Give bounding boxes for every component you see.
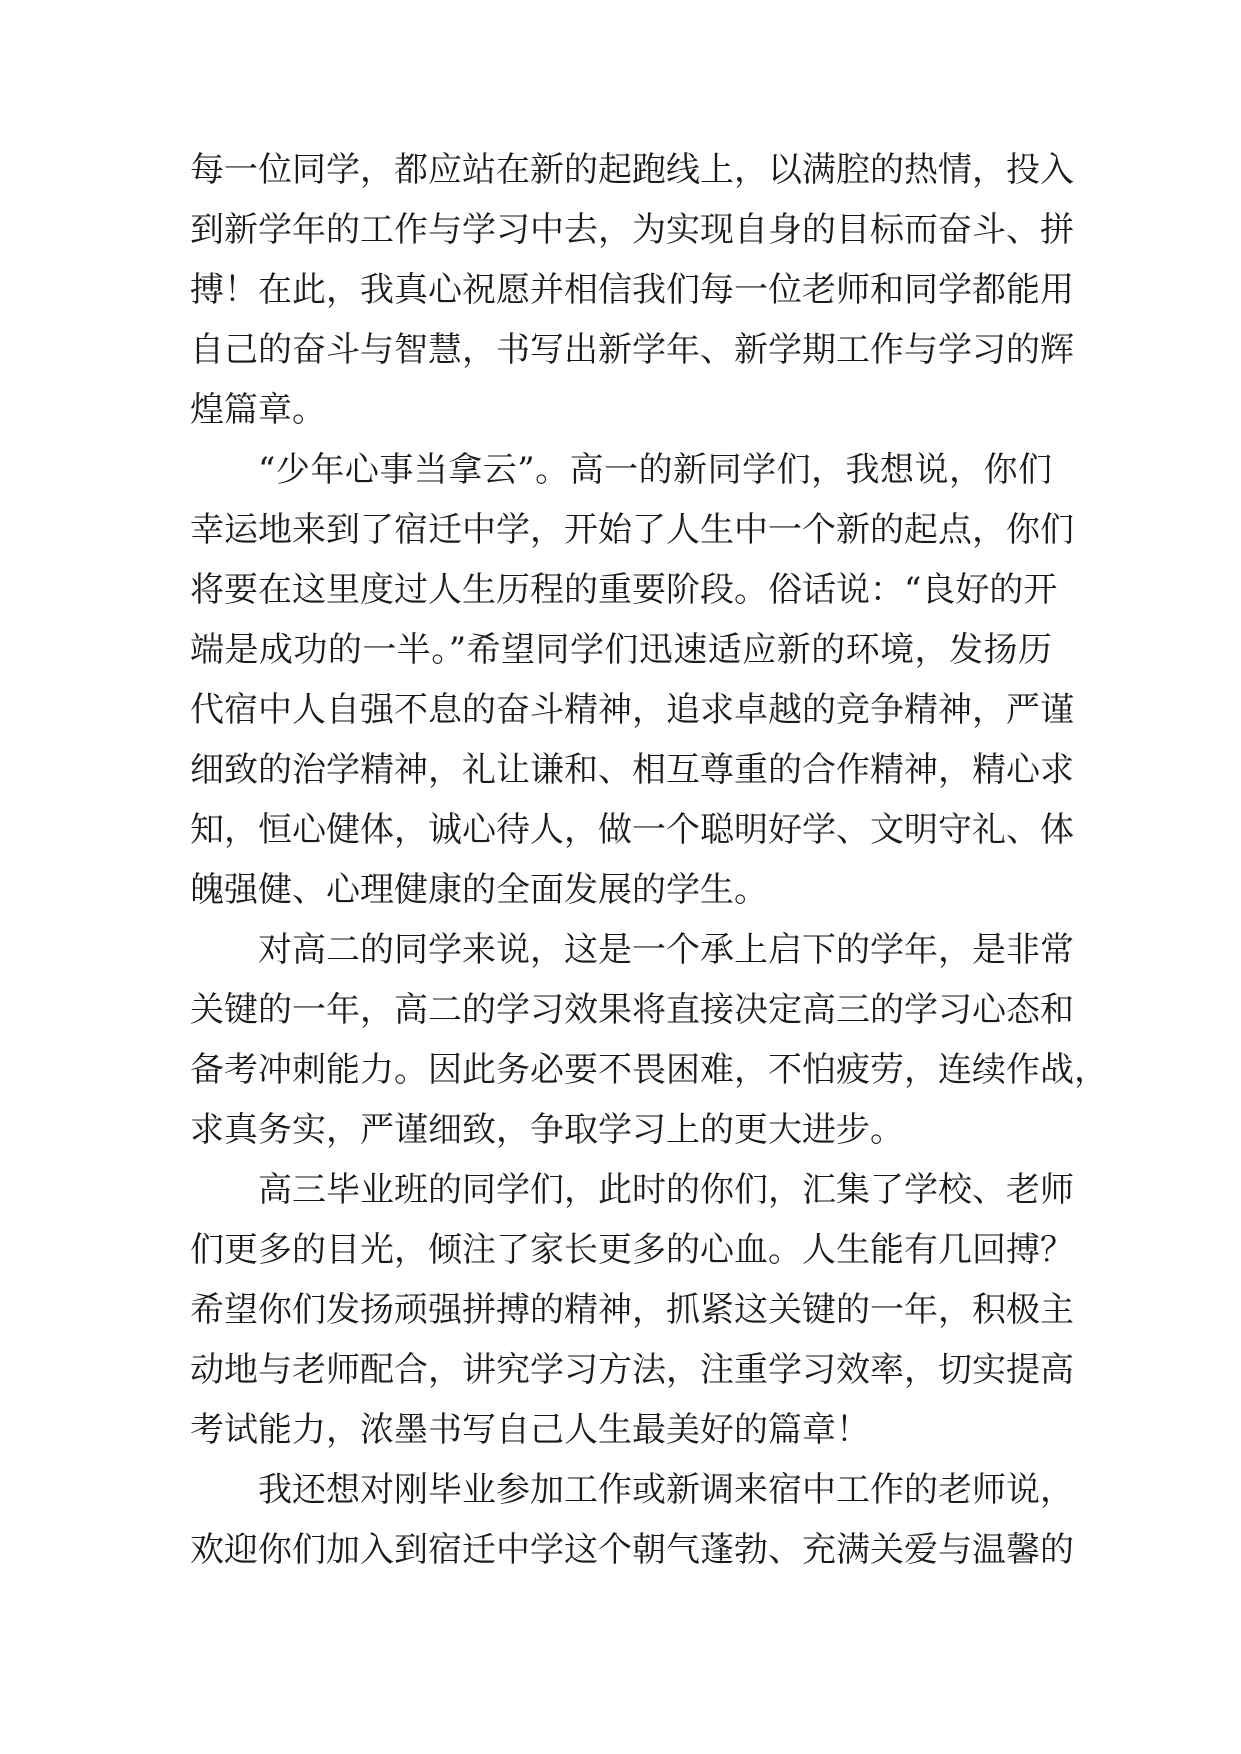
text-line: 们更多的目光，倾注了家长更多的心血。人生能有几回搏？ [190,1230,1074,1270]
text-line: 每一位同学，都应站在新的起跑线上，以满腔的热情，投入 [190,150,1074,190]
text-line: 代宿中人自强不息的奋斗精神，追求卓越的竞争精神，严谨 [190,690,1074,730]
text-line: 知，恒心健体，诚心待人，做一个聪明好学、文明守礼、体 [190,810,1074,850]
text-line: 考试能力，浓墨书写自己人生最美好的篇章！ [190,1410,870,1450]
text-line: 欢迎你们加入到宿迁中学这个朝气蓬勃、充满关爱与温馨的 [190,1530,1074,1570]
text-line: 希望你们发扬顽强拼搏的精神，抓紧这关键的一年，积极主 [190,1290,1074,1330]
text-line: 搏！在此，我真心祝愿并相信我们每一位老师和同学都能用 [190,270,1074,310]
document-page [190,140,1108,1580]
text-line: “少年心事当拿云”。高一的新同学们，我想说，你们 [258,450,1052,490]
text-line: 幸运地来到了宿迁中学，开始了人生中一个新的起点，你们 [190,510,1074,550]
text-line: 自己的奋斗与智慧，书写出新学年、新学期工作与学习的辉 [190,330,1074,370]
text-line: 高三毕业班的同学们，此时的你们，汇集了学校、老师 [258,1170,1074,1210]
text-line: 对高二的同学来说，这是一个承上启下的学年，是非常 [258,930,1074,970]
text-line: 煌篇章。 [190,390,326,430]
text-line: 到新学年的工作与学习中去，为实现自身的目标而奋斗、拼 [190,210,1074,250]
text-line: 备考冲刺能力。因此务必要不畏困难，不怕疲劳，连续作战， [190,1050,1108,1090]
text-line: 动地与老师配合，讲究学习方法，注重学习效率，切实提高 [190,1350,1074,1390]
text-line: 细致的治学精神，礼让谦和、相互尊重的合作精神，精心求 [190,750,1074,790]
text-line: 我还想对刚毕业参加工作或新调来宿中工作的老师说， [258,1470,1074,1510]
text-line: 关键的一年，高二的学习效果将直接决定高三的学习心态和 [190,990,1074,1030]
text-line: 将要在这里度过人生历程的重要阶段。俗话说：“良好的开 [190,570,1058,610]
text-line: 求真务实，严谨细致，争取学习上的更大进步。 [190,1110,904,1150]
text-line: 魄强健、心理健康的全面发展的学生。 [190,870,768,910]
text-line: 端是成功的一半。”希望同学们迅速适应新的环境，发扬历 [190,630,1052,670]
